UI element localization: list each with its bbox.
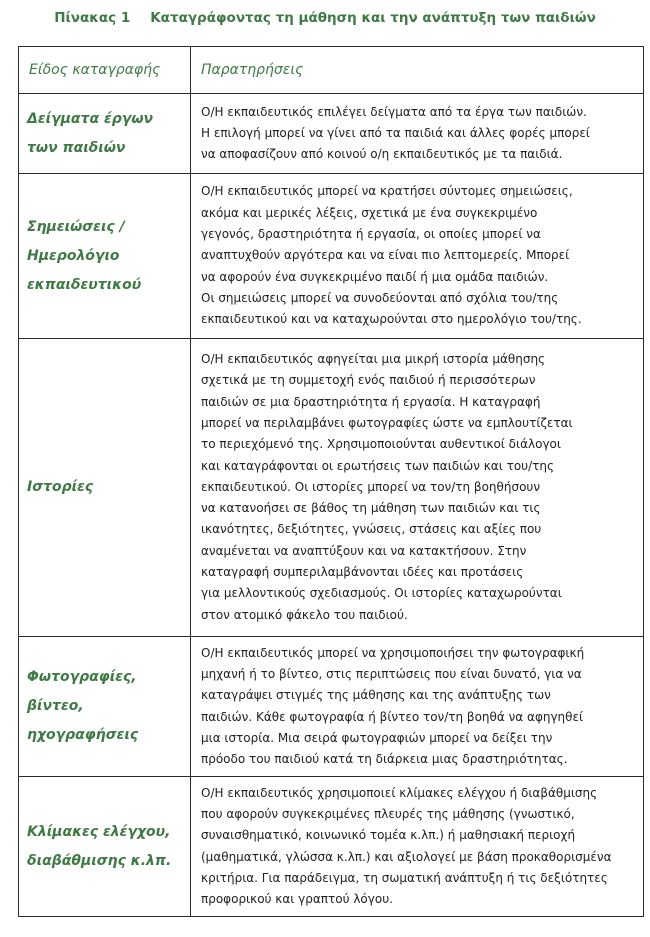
record-type-line: διαβάθμισης κ.λπ.: [27, 852, 172, 869]
observation-line: το περιεχόμενό της. Χρησιμοποιούνται αυθεντικοί διάλογοι: [201, 437, 561, 452]
observation-line: μια ιστορία. Μια σειρά φωτογραφιών μπορεί να δείξει την: [201, 730, 553, 745]
observation-line: Ο/Η εκπαιδευτικός μπορεί να κρατήσει σύντομες σημειώσεις,: [201, 184, 573, 199]
observation-cell: [191, 339, 644, 637]
observation-line: αναπτυχθούν αργότερα και να είναι πιο λεπτομερείς. Μπορεί: [201, 248, 570, 263]
observation-line: καταγράψει στιγμές της μάθησης και της ανάπτυξης των: [201, 688, 551, 703]
table-row: [19, 94, 644, 174]
record-type-cell: [19, 94, 191, 174]
table-row: [19, 339, 644, 637]
observation-line: συναισθηματικό, κοινωνικό τομέα κ.λπ.) ή μαθησιακή περιοχή: [201, 828, 576, 843]
observation-line: να αφορούν ένα συγκεκριμένο παιδί ή μια ομάδα παιδιών.: [201, 269, 549, 284]
record-type-line: Κλίμακες ελέγχου,: [27, 823, 171, 840]
record-type-line: βίντεο,: [27, 698, 84, 714]
record-type-line: Ιστορίες: [27, 479, 94, 495]
observation-cell: [191, 94, 644, 174]
header-row: [19, 47, 644, 94]
observation-line: ικανότητες, δεξιότητες, γνώσεις, στάσεις και αξίες που: [201, 522, 542, 537]
observation-line: εκπαιδευτικού. Οι ιστορίες μπορεί να τον/τη βοηθήσουν: [201, 479, 541, 494]
observation-line: παιδιών. Κάθε φωτογραφία ή βίντεο τον/τη βοηθά να αφηγηθεί: [201, 709, 584, 724]
header-observations: Παρατηρήσεις: [191, 47, 644, 94]
observation-line: Ο/Η εκπαιδευτικός αφηγείται μια μικρή ιστορία μάθησης: [201, 352, 546, 367]
observation-line: αναμένεται να αναπτύξουν και να κατακτήσουν. Στην: [201, 543, 527, 558]
observation-line: προφορικού και γραπτού λόγου.: [201, 892, 393, 907]
observation-line: καταγραφή συμπεριλαμβάνονται ιδέες και προτάσεις: [201, 565, 524, 580]
observation-line: παιδιών σε μια δραστηριότητα ή εργασία. Η καταγραφή: [201, 394, 541, 409]
observation-line: σχετικά με τη συμμετοχή ενός παιδιού ή περισσότερων: [201, 373, 536, 388]
table-row: [19, 174, 644, 339]
observation-line: μηχανή ή το βίντεο, στις περιπτώσεις που είναι δυνατό, για να: [201, 666, 582, 681]
table-title: Καταγράφοντας τη μάθηση και την ανάπτυξη των παιδιών: [150, 10, 596, 26]
observation-line: μπορεί να περιλαμβάνει φωτογραφίες ώστε να εμπλουτίζεται: [201, 415, 573, 430]
observation-line: να κατανοήσει σε βάθος τη μάθηση των παιδιών και τις: [201, 501, 541, 516]
observation-line: και καταγράφονται οι ερωτήσεις των παιδιών και του/της: [201, 458, 555, 473]
record-type-line: Ημερολόγιο: [27, 247, 120, 264]
observation-line: κριτήρια. Για παράδειγμα, τη σωματική ανάπτυξη ή τις δεξιότητες: [201, 870, 608, 885]
recording-types-table: [18, 46, 644, 917]
record-type-line: των παιδιών: [27, 139, 126, 156]
observation-line: Ο/Η εκπαιδευτικός επιλέγει δείγματα από τα έργα των παιδιών.: [201, 104, 587, 119]
table-number: Πίνακας 1: [54, 10, 131, 26]
observation-line: ακόμα και μερικές λέξεις, σχετικά με ένα συγκεκριμένο: [201, 205, 538, 220]
record-type-cell: [19, 174, 191, 339]
observation-line: Οι σημειώσεις μπορεί να συνοδεύονται από σχόλια του/της: [201, 290, 559, 305]
observation-line: να αποφασίζουν από κοινού ο/η εκπαιδευτικός με τα παιδιά.: [201, 147, 563, 162]
record-type-cell: [19, 777, 191, 917]
table-row: [19, 777, 644, 917]
observation-line: Η επιλογή μπορεί να γίνει από τα παιδιά και άλλες φορές μπορεί: [201, 125, 590, 140]
observation-line: γεγονός, δραστηριότητα ή εργασία, οι οποίες μπορεί να: [201, 227, 541, 242]
observation-line: (μαθηματικά, γλώσσα κ.λπ.) και αξιολογεί με βάση προκαθορισμένα: [201, 849, 612, 864]
record-type-cell: [19, 339, 191, 637]
record-type-line: Φωτογραφίες,: [27, 669, 137, 685]
observation-line: εκπαιδευτικού και να καταχωρούνται στο ημερολόγιο του/της.: [201, 312, 582, 327]
observation-line: πρόοδο του παιδιού κατά τη διάρκεια μιας δραστηριότητας.: [201, 752, 568, 767]
observation-cell: [191, 777, 644, 917]
observation-line: που αφορούν συγκεκριμένες πλευρές της μάθησης (γνωστικό,: [201, 806, 575, 821]
observation-line: Ο/Η εκπαιδευτικός χρησιμοποιεί κλίμακες ελέγχου ή διαβάθμισης: [201, 785, 598, 800]
observation-cell: [191, 637, 644, 777]
observation-cell: [191, 174, 644, 339]
table-row: [19, 637, 644, 777]
record-type-line: Δείγματα έργων: [27, 110, 154, 127]
table-caption: [0, 10, 650, 26]
record-type-line: ηχογραφήσεις: [27, 727, 139, 743]
record-type-cell: [19, 637, 191, 777]
observation-line: Ο/Η εκπαιδευτικός μπορεί να χρησιμοποιήσει την φωτογραφική: [201, 645, 585, 660]
record-type-line: Σημειώσεις /: [27, 218, 125, 235]
record-type-line: εκπαιδευτικού: [27, 276, 142, 293]
header-type: Είδος καταγραφής: [19, 47, 191, 94]
observation-line: για μελλοντικούς σχεδιασμούς. Οι ιστορίες καταχωρούνται: [201, 586, 562, 601]
observation-line: στον ατομικό φάκελο του παιδιού.: [201, 607, 408, 622]
